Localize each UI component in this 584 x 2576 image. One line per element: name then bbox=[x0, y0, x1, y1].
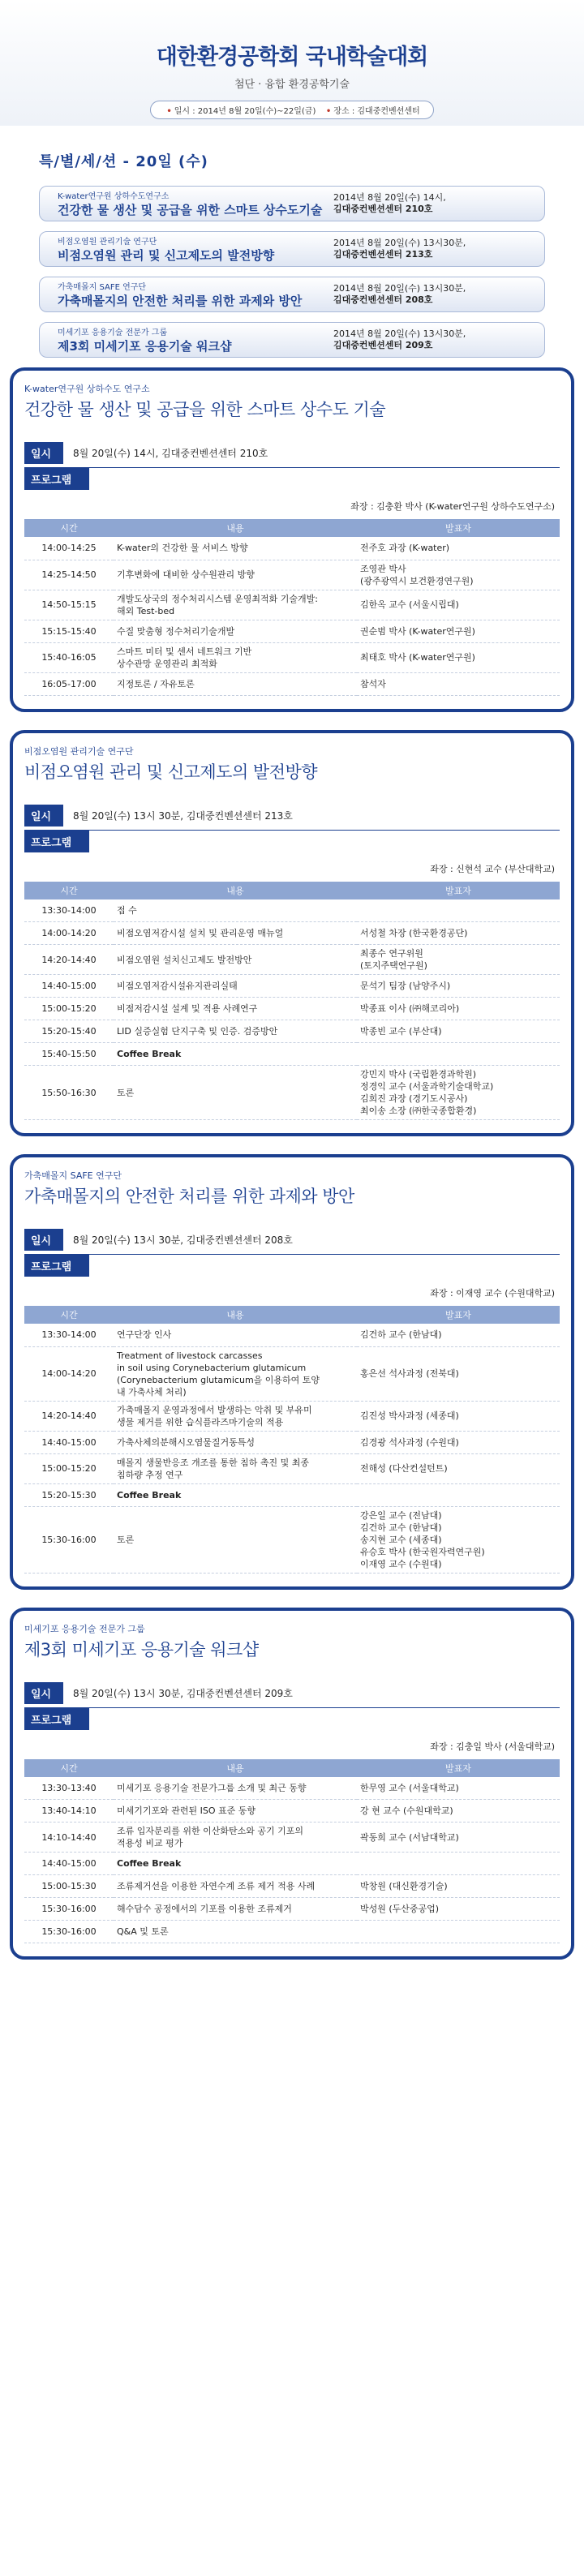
row-time: 15:00-15:20 bbox=[24, 1453, 114, 1483]
row-time: 13:40-14:10 bbox=[24, 1800, 114, 1823]
session-chair: 좌장 : 이재영 교수 (수원대학교) bbox=[430, 1288, 555, 1299]
table-row bbox=[24, 975, 560, 998]
session-chair: 좌장 : 신현석 교수 (부산대학교) bbox=[430, 863, 555, 874]
col-speaker-header: 발표자 bbox=[357, 882, 560, 899]
session-summary-list bbox=[24, 186, 560, 358]
row-time: 14:40-15:00 bbox=[24, 1431, 114, 1453]
row-speaker: 곽동희 교수 (서남대학교) bbox=[357, 1823, 560, 1853]
summary-right bbox=[333, 283, 526, 306]
table-row bbox=[24, 1853, 560, 1875]
row-content: 토론 bbox=[114, 1066, 357, 1120]
col-content-header: 내용 bbox=[114, 519, 357, 537]
row-time: 15:00-15:20 bbox=[24, 998, 114, 1020]
summary-name: 비점오염원 관리 및 신고제도의 발전방향 bbox=[58, 248, 275, 263]
summary-date: 2014년 8월 20일(수) 14시, bbox=[333, 192, 446, 203]
row-content: 지정토론 / 자유토론 bbox=[114, 672, 357, 695]
row-content: 조류제거선을 이용한 자연수계 조류 제거 적용 사례 bbox=[114, 1875, 357, 1898]
row-content: 비점오염저감시설유지관리실태 bbox=[114, 975, 357, 998]
place-value: 김대중컨벤션센터 bbox=[357, 107, 420, 116]
session-date: 8월 20일(수) 13시 30분, 김대중컨벤션센터 208호 bbox=[73, 1234, 293, 1246]
session-org: 비점오염원 관리기술 연구단 bbox=[24, 745, 134, 757]
table-row bbox=[24, 1431, 560, 1453]
row-content: Coffee Break bbox=[114, 1043, 357, 1066]
row-content: LID 실증실험 단지구축 및 인증. 검증방안 bbox=[114, 1020, 357, 1043]
row-speaker: 문석기 팀장 (남양주시) bbox=[357, 975, 560, 998]
row-speaker: 박창원 (대신환경기술) bbox=[357, 1875, 560, 1898]
row-time: 15:40-15:50 bbox=[24, 1043, 114, 1066]
row-speaker: 박성원 (두산중공업) bbox=[357, 1898, 560, 1921]
table-row bbox=[24, 1823, 560, 1853]
table-row bbox=[24, 1346, 560, 1401]
row-content: 토론 bbox=[114, 1506, 357, 1573]
summary-org: 미세기포 응용기술 전문가 그룹 bbox=[58, 328, 168, 337]
program-row bbox=[24, 830, 560, 852]
session-chair: 좌장 : 김충환 박사 (K-water연구원 상하수도연구소) bbox=[350, 501, 555, 512]
summary-item[interactable] bbox=[39, 277, 545, 312]
schedule-table bbox=[24, 519, 560, 696]
summary-org: K-water연구원 상하수도연구소 bbox=[58, 192, 170, 201]
summary-org: 가축매몰지 SAFE 연구단 bbox=[58, 283, 147, 292]
row-content: K-water의 건강한 물 서비스 방향 bbox=[114, 537, 357, 560]
row-content: 연구단장 인사 bbox=[114, 1324, 357, 1346]
conference-title: 대한환경공학회 국내학술대회 bbox=[156, 45, 428, 70]
session-chair: 좌장 : 김충일 박사 (서울대학교) bbox=[430, 1741, 555, 1752]
row-speaker: 강 현 교수 (수원대학교) bbox=[357, 1800, 560, 1823]
table-row bbox=[24, 1506, 560, 1573]
table-row bbox=[24, 1777, 560, 1800]
row-content: 비점오염저감시설 설치 및 관리운영 매뉴얼 bbox=[114, 922, 357, 945]
row-time: 14:00-14:20 bbox=[24, 922, 114, 945]
table-header-row bbox=[24, 882, 560, 899]
summary-venue: 김대중컨벤션센터 213호 bbox=[333, 249, 433, 260]
session-panel bbox=[10, 1154, 574, 1590]
conference-subtitle: 첨단 · 융합 환경공학기술 bbox=[234, 79, 350, 91]
session-panel bbox=[10, 730, 574, 1137]
summary-item[interactable] bbox=[39, 186, 545, 221]
program-tag: 프로그램 bbox=[24, 831, 89, 852]
row-speaker: 전해성 (다산컨설턴트) bbox=[357, 1453, 560, 1483]
summary-item[interactable] bbox=[39, 231, 545, 267]
row-content: 비점저감시설 설계 및 적용 사례연구 bbox=[114, 998, 357, 1020]
session-title: 건강한 물 생산 및 공급을 위한 스마트 상수도 기술 bbox=[24, 400, 386, 419]
program-row bbox=[24, 1707, 560, 1730]
row-time: 14:40-15:00 bbox=[24, 1853, 114, 1875]
page-title: 특/별/세/션 - 20일 (수) bbox=[39, 153, 208, 170]
program-row bbox=[24, 467, 560, 490]
row-content: Q&A 및 토론 bbox=[114, 1921, 357, 1943]
session-date-row bbox=[24, 442, 560, 464]
row-content: Treatment of livestock carcasses in soil using Corynebacterium glutamicum (Corynebacterium glutamicum을 이용하여 토양 내 가축사체 처리) bbox=[114, 1346, 357, 1401]
row-speaker bbox=[357, 1043, 560, 1066]
col-content-header: 내용 bbox=[114, 882, 357, 899]
table-row bbox=[24, 1066, 560, 1120]
table-row bbox=[24, 1875, 560, 1898]
row-speaker: 한무영 교수 (서울대학교) bbox=[357, 1777, 560, 1800]
row-time: 14:25-14:50 bbox=[24, 560, 114, 590]
table-row bbox=[24, 1401, 560, 1431]
session-date-row bbox=[24, 1229, 560, 1251]
summary-name: 가축매몰지의 안전한 처리를 위한 과제와 방안 bbox=[58, 294, 303, 308]
page-header bbox=[0, 0, 584, 126]
schedule-table bbox=[24, 1306, 560, 1574]
row-speaker bbox=[357, 1921, 560, 1943]
program-tag: 프로그램 bbox=[24, 468, 89, 490]
col-time-header: 시간 bbox=[24, 882, 114, 899]
table-row bbox=[24, 620, 560, 642]
row-time: 14:50-15:15 bbox=[24, 590, 114, 620]
row-time: 15:00-15:30 bbox=[24, 1875, 114, 1898]
row-time: 15:50-16:30 bbox=[24, 1066, 114, 1120]
summary-name: 건강한 물 생산 및 공급을 위한 스마트 상수도기술 bbox=[58, 203, 323, 217]
row-content: Coffee Break bbox=[114, 1853, 357, 1875]
row-time: 14:00-14:20 bbox=[24, 1346, 114, 1401]
session-date-row bbox=[24, 805, 560, 826]
table-row bbox=[24, 922, 560, 945]
date-tag: 일시 bbox=[24, 805, 63, 826]
date-tag: 일시 bbox=[24, 1229, 63, 1251]
row-speaker: 조영관 박사 (광주광역시 보건환경연구원) bbox=[357, 560, 560, 590]
table-row bbox=[24, 537, 560, 560]
summary-right bbox=[333, 238, 526, 260]
row-speaker: 권순범 박사 (K-water연구원) bbox=[357, 620, 560, 642]
bullet-icon: • bbox=[325, 107, 332, 116]
summary-left bbox=[58, 325, 333, 354]
row-time: 13:30-13:40 bbox=[24, 1777, 114, 1800]
row-speaker: 김한옥 교수 (서울시립대) bbox=[357, 590, 560, 620]
summary-date: 2014년 8월 20일(수) 13시30분, bbox=[333, 283, 466, 294]
date-label: 일시 bbox=[174, 107, 191, 116]
col-speaker-header: 발표자 bbox=[357, 519, 560, 537]
row-time: 14:10-14:40 bbox=[24, 1823, 114, 1853]
row-content: 해수담수 공정에서의 기포를 이용한 조류제거 bbox=[114, 1898, 357, 1921]
col-time-header: 시간 bbox=[24, 519, 114, 537]
conference-info: • 일시 : 2014년 8월 20일(수)~22일(금) • 장소 : 김대중컨벤션센터 bbox=[150, 101, 433, 119]
program-row bbox=[24, 1254, 560, 1277]
row-content: 기후변화에 대비한 상수원관리 방향 bbox=[114, 560, 357, 590]
row-time: 13:30-14:00 bbox=[24, 1324, 114, 1346]
schedule-table bbox=[24, 882, 560, 1121]
session-title: 비점오염원 관리 및 신고제도의 발전방향 bbox=[24, 762, 318, 782]
session-panel bbox=[10, 367, 574, 712]
row-content: 가축매몰지 운영과정에서 발생하는 악취 및 부유미 생물 제거를 위한 습식플라즈마기술의 적용 bbox=[114, 1401, 357, 1431]
row-content: 수질 맞춤형 정수처리기술개발 bbox=[114, 620, 357, 642]
table-row bbox=[24, 1020, 560, 1043]
row-time: 15:30-16:00 bbox=[24, 1506, 114, 1573]
row-content: 개발도상국의 정수처리시스템 운영최적화 기술개발: 해외 Test-bed bbox=[114, 590, 357, 620]
row-speaker: 강민지 박사 (국립환경과학원) 정경익 교수 (서울과학기술대학교) 김희진 과장 (경기도시공사) 최이송 소장 (㈜한국종합환경) bbox=[357, 1066, 560, 1120]
table-row bbox=[24, 642, 560, 672]
row-time: 15:20-15:30 bbox=[24, 1483, 114, 1506]
table-row bbox=[24, 560, 560, 590]
table-row bbox=[24, 1921, 560, 1943]
row-content: 가축사체의분해시오염물질거동특성 bbox=[114, 1431, 357, 1453]
session-date: 8월 20일(수) 13시 30분, 김대중컨벤션센터 209호 bbox=[73, 1687, 293, 1699]
row-time: 15:30-16:00 bbox=[24, 1921, 114, 1943]
row-content: 매몰지 생물반응조 개조를 통한 침하 촉진 및 최종 침하량 추정 연구 bbox=[114, 1453, 357, 1483]
summary-date: 2014년 8월 20일(수) 13시30분, bbox=[333, 328, 466, 339]
row-speaker: 참석자 bbox=[357, 672, 560, 695]
row-speaker: 최종수 연구위원 (토지주택연구원) bbox=[357, 945, 560, 975]
row-speaker bbox=[357, 1483, 560, 1506]
row-speaker: 홍은선 석사과정 (전북대) bbox=[357, 1346, 560, 1401]
row-content: 스마트 미터 및 센서 네트워크 기반 상수관망 운영관리 최적화 bbox=[114, 642, 357, 672]
row-speaker bbox=[357, 1853, 560, 1875]
row-content: 미세기기포와 관련된 ISO 표준 동향 bbox=[114, 1800, 357, 1823]
row-speaker: 전주호 과장 (K-water) bbox=[357, 537, 560, 560]
program-tag: 프로그램 bbox=[24, 1255, 89, 1277]
col-speaker-header: 발표자 bbox=[357, 1306, 560, 1324]
row-time: 15:40-16:05 bbox=[24, 642, 114, 672]
row-content: 미세기포 응용기술 전문가그룹 소개 및 최근 동향 bbox=[114, 1777, 357, 1800]
summary-left bbox=[58, 234, 333, 264]
summary-venue: 김대중컨벤션센터 209호 bbox=[333, 340, 433, 350]
row-time: 14:00-14:25 bbox=[24, 537, 114, 560]
table-header-row bbox=[24, 519, 560, 537]
row-speaker bbox=[357, 899, 560, 922]
summary-venue: 김대중컨벤션센터 210호 bbox=[333, 204, 433, 214]
row-time: 13:30-14:00 bbox=[24, 899, 114, 922]
schedule-table bbox=[24, 1759, 560, 1944]
col-content-header: 내용 bbox=[114, 1759, 357, 1777]
row-time: 14:20-14:40 bbox=[24, 945, 114, 975]
summary-org: 비점오염원 관리기술 연구단 bbox=[58, 238, 157, 247]
date-tag: 일시 bbox=[24, 1682, 63, 1704]
row-speaker: 김경광 석사과정 (수원대) bbox=[357, 1431, 560, 1453]
row-speaker: 강은일 교수 (전남대) 김건하 교수 (한남대) 송지현 교수 (세종대) 유승호 박사 (한국원자력연구원) 이재영 교수 (수원대) bbox=[357, 1506, 560, 1573]
date-value: 2014년 8월 20일(수)~22일(금) bbox=[197, 107, 316, 116]
summary-item[interactable] bbox=[39, 322, 545, 358]
row-time: 16:05-17:00 bbox=[24, 672, 114, 695]
table-row bbox=[24, 899, 560, 922]
table-row bbox=[24, 672, 560, 695]
table-row bbox=[24, 1898, 560, 1921]
table-row bbox=[24, 998, 560, 1020]
session-date: 8월 20일(수) 13시 30분, 김대중컨벤션센터 213호 bbox=[73, 809, 293, 822]
table-row bbox=[24, 945, 560, 975]
session-date: 8월 20일(수) 14시, 김대중컨벤션센터 210호 bbox=[73, 448, 268, 459]
summary-left bbox=[58, 189, 333, 218]
session-org: 미세기포 응용기술 전문가 그룹 bbox=[24, 1623, 145, 1634]
row-time: 15:20-15:40 bbox=[24, 1020, 114, 1043]
row-speaker: 서성철 차장 (한국환경공단) bbox=[357, 922, 560, 945]
session-date-row bbox=[24, 1682, 560, 1704]
session-panel bbox=[10, 1608, 574, 1960]
col-content-header: 내용 bbox=[114, 1306, 357, 1324]
date-tag: 일시 bbox=[24, 442, 63, 464]
program-tag: 프로그램 bbox=[24, 1708, 89, 1730]
summary-date: 2014년 8월 20일(수) 13시30분, bbox=[333, 238, 466, 248]
row-content: 접 수 bbox=[114, 899, 357, 922]
session-title: 제3회 미세기포 응용기술 워크샵 bbox=[24, 1639, 259, 1659]
row-time: 15:15-15:40 bbox=[24, 620, 114, 642]
table-row bbox=[24, 1800, 560, 1823]
col-speaker-header: 발표자 bbox=[357, 1759, 560, 1777]
row-content: 조류 입자분리를 위한 이산화탄소와 공기 기포의 적용성 비교 평가 bbox=[114, 1823, 357, 1853]
col-time-header: 시간 bbox=[24, 1759, 114, 1777]
summary-left bbox=[58, 280, 333, 309]
row-speaker: 김진성 박사과정 (세종대) bbox=[357, 1401, 560, 1431]
table-row bbox=[24, 1453, 560, 1483]
row-time: 15:30-16:00 bbox=[24, 1898, 114, 1921]
col-time-header: 시간 bbox=[24, 1306, 114, 1324]
place-label: 장소 bbox=[333, 107, 350, 116]
summary-right bbox=[333, 192, 526, 215]
summary-right bbox=[333, 328, 526, 351]
table-row bbox=[24, 590, 560, 620]
table-header-row bbox=[24, 1759, 560, 1777]
session-title: 가축매몰지의 안전한 처리를 위한 과제와 방안 bbox=[24, 1187, 354, 1206]
session-panels bbox=[0, 367, 584, 1960]
row-time: 14:20-14:40 bbox=[24, 1401, 114, 1431]
row-time: 14:40-15:00 bbox=[24, 975, 114, 998]
row-speaker: 박종표 이사 (㈜해코리아) bbox=[357, 998, 560, 1020]
row-speaker: 김건하 교수 (한남대) bbox=[357, 1324, 560, 1346]
table-row bbox=[24, 1043, 560, 1066]
row-speaker: 박종빈 교수 (부산대) bbox=[357, 1020, 560, 1043]
table-row bbox=[24, 1324, 560, 1346]
summary-name: 제3회 미세기포 응용기술 워크샵 bbox=[58, 339, 232, 354]
row-content: 비점오염원 설치신고제도 발전방안 bbox=[114, 945, 357, 975]
row-speaker: 최태호 박사 (K-water연구원) bbox=[357, 642, 560, 672]
table-row bbox=[24, 1483, 560, 1506]
table-header-row bbox=[24, 1306, 560, 1324]
bullet-icon: • bbox=[166, 107, 172, 116]
summary-venue: 김대중컨벤션센터 208호 bbox=[333, 294, 433, 305]
session-org: 가축매몰지 SAFE 연구단 bbox=[24, 1170, 122, 1181]
row-content: Coffee Break bbox=[114, 1483, 357, 1506]
session-org: K-water연구원 상하수도 연구소 bbox=[24, 384, 150, 394]
